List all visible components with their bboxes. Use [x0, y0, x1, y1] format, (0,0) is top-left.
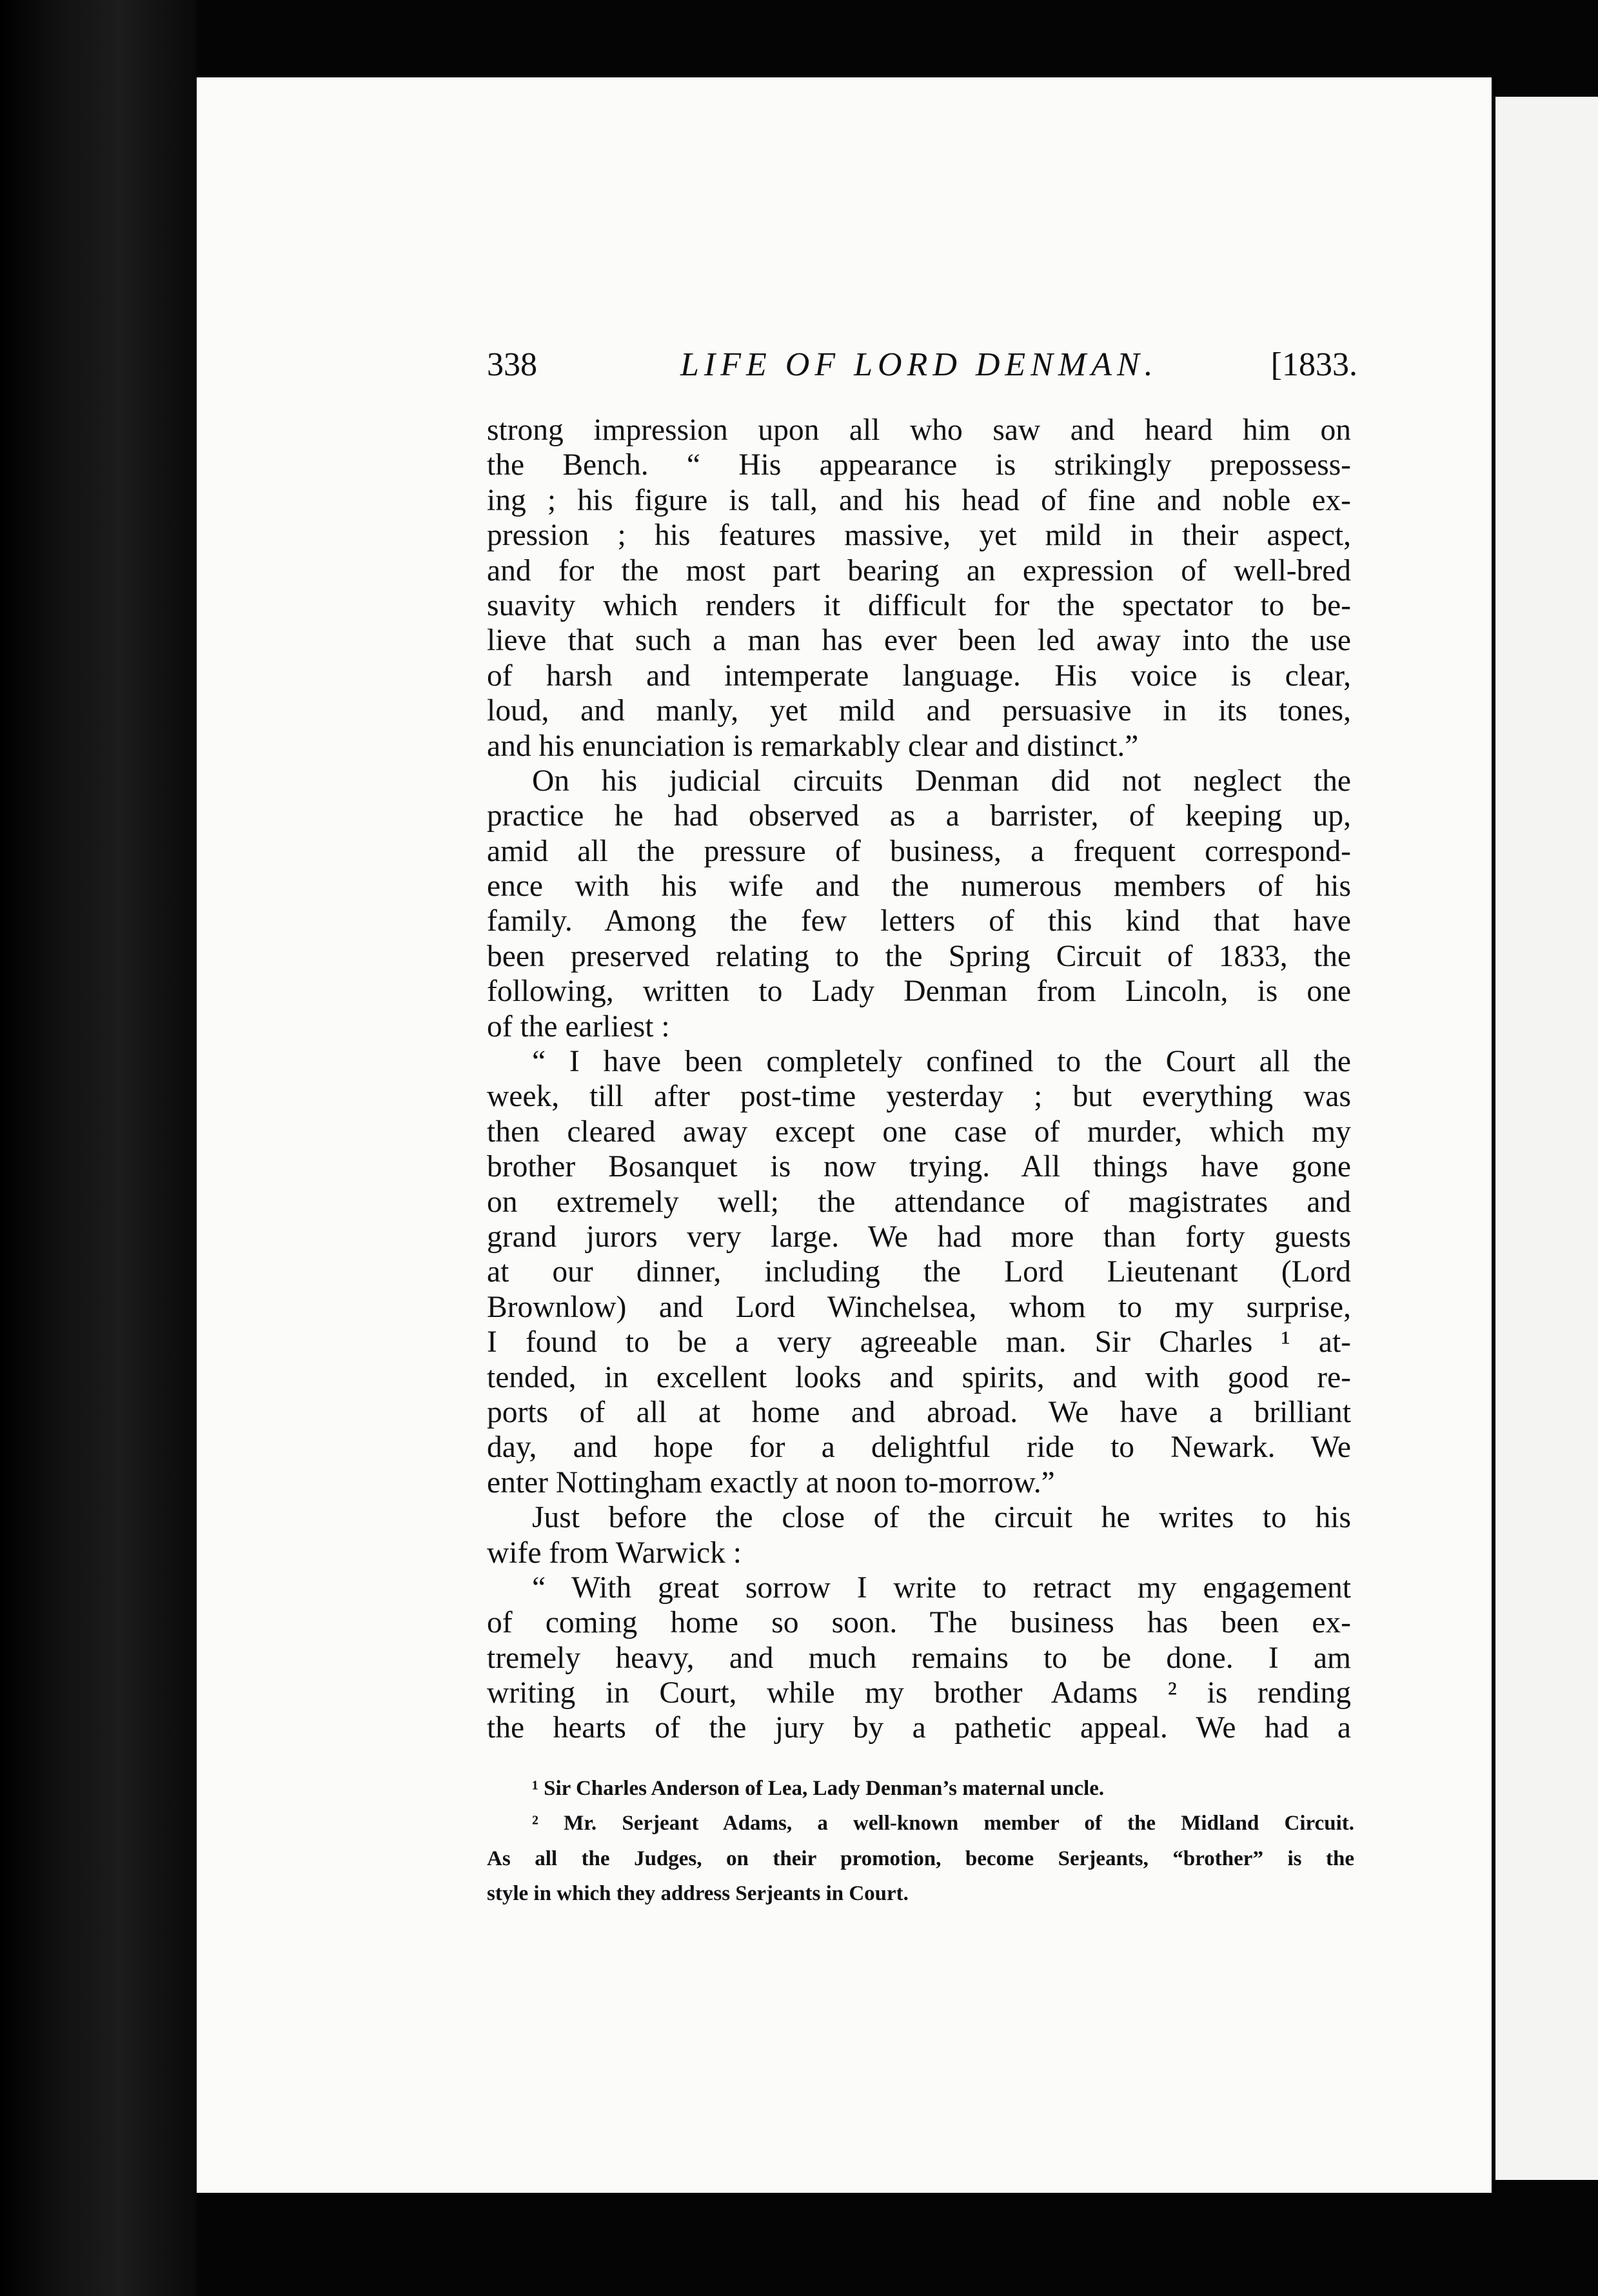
text-line: and for the most part bearing an expression of well-bred — [487, 553, 1351, 588]
text-line: Just before the close of the circuit he writes to his — [532, 1501, 1351, 1535]
text-line: tremely heavy, and much remains to be done. I am — [487, 1641, 1351, 1675]
text-line: of coming home so soon. The business has been ex- — [487, 1606, 1351, 1640]
book-spine-shadow — [0, 0, 197, 2296]
text-line: on extremely well; the attendance of magistrates and — [487, 1185, 1351, 1219]
text-line: I found to be a very agreeable man. Sir Charles ¹ at- — [487, 1325, 1351, 1360]
running-title: LIFE OF LORD DENMAN. — [680, 346, 1158, 383]
text-line: suavity which renders it difficult for the spectator to be- — [487, 588, 1351, 622]
text-line: tended, in excellent looks and spirits, and with good re- — [487, 1360, 1351, 1394]
page-number: 338 — [487, 346, 537, 383]
text-line: ing ; his figure is tall, and his head of fine and noble ex- — [487, 483, 1351, 517]
text-line: lieve that such a man has ever been led away into the use — [487, 624, 1351, 658]
text-line: the Bench. “ His appearance is strikingly prepossess- — [487, 448, 1351, 482]
text-line: amid all the pressure of business, a frequent correspond- — [487, 834, 1351, 868]
text-line: practice he had observed as a barrister, of keeping up, — [487, 799, 1351, 833]
text-line: the hearts of the jury by a pathetic appeal. We had a — [487, 1711, 1351, 1745]
text-line: then cleared away except one case of murder, which my — [487, 1114, 1351, 1149]
text-line: On his judicial circuits Denman did not neglect the — [532, 764, 1351, 798]
text-line: day, and hope for a delightful ride to Newark. We — [487, 1430, 1351, 1465]
text-line: week, till after post-time yesterday ; but everything was — [487, 1080, 1351, 1114]
text-line: brother Bosanquet is now trying. All things have gone — [487, 1150, 1351, 1184]
text-line: grand jurors very large. We had more than forty guests — [487, 1220, 1351, 1254]
text-line: Brownlow) and Lord Winchelsea, whom to my surprise, — [487, 1290, 1351, 1324]
text-line: family. Among the few letters of this kind that have — [487, 904, 1351, 938]
text-line: of harsh and intemperate language. His voice is clear, — [487, 658, 1351, 693]
text-line: pression ; his features massive, yet mild in their aspect, — [487, 519, 1351, 553]
text-line: and his enunciation is remarkably clear and distinct.” — [487, 729, 1139, 763]
footnote-line: ² Mr. Serjeant Adams, a well-known member of the Midland Circuit. — [532, 1812, 1354, 1836]
running-header — [487, 342, 1357, 393]
text-line: “ I have been completely confined to the Court all the — [532, 1045, 1351, 1079]
text-line: following, written to Lady Denman from Lincoln, is one — [487, 975, 1351, 1009]
text-line: writing in Court, while my brother Adams ² is rending — [487, 1676, 1351, 1710]
text-line: ence with his wife and the numerous members of his — [487, 869, 1351, 904]
text-line: wife from Warwick : — [487, 1536, 742, 1570]
text-line: at our dinner, including the Lord Lieutenant (Lord — [487, 1255, 1351, 1289]
text-line: ports of all at home and abroad. We have a brilliant — [487, 1395, 1351, 1429]
text-line: strong impression upon all who saw and heard him on — [487, 413, 1351, 447]
text-line: of the earliest : — [487, 1009, 670, 1044]
footnotes — [487, 1774, 1354, 1914]
text-line: been preserved relating to the Spring Circuit of 1833, the — [487, 939, 1351, 973]
text-line: loud, and manly, yet mild and persuasive in its tones, — [487, 694, 1351, 728]
footnote-line: As all the Judges, on their promotion, become Serjeants, “brother” is the — [487, 1846, 1354, 1870]
facing-page-edge — [1495, 97, 1598, 2180]
text-line: enter Nottingham exactly at noon to-morrow.” — [487, 1465, 1055, 1499]
header-year: [1833. — [1270, 346, 1357, 383]
footnote-line: style in which they address Serjeants in Court. — [487, 1882, 909, 1906]
footnote-line: ¹ Sir Charles Anderson of Lea, Lady Denman’s maternal uncle. — [532, 1777, 1105, 1800]
body-text — [487, 413, 1351, 1746]
text-line: “ With great sorrow I write to retract my engagement — [532, 1570, 1351, 1605]
